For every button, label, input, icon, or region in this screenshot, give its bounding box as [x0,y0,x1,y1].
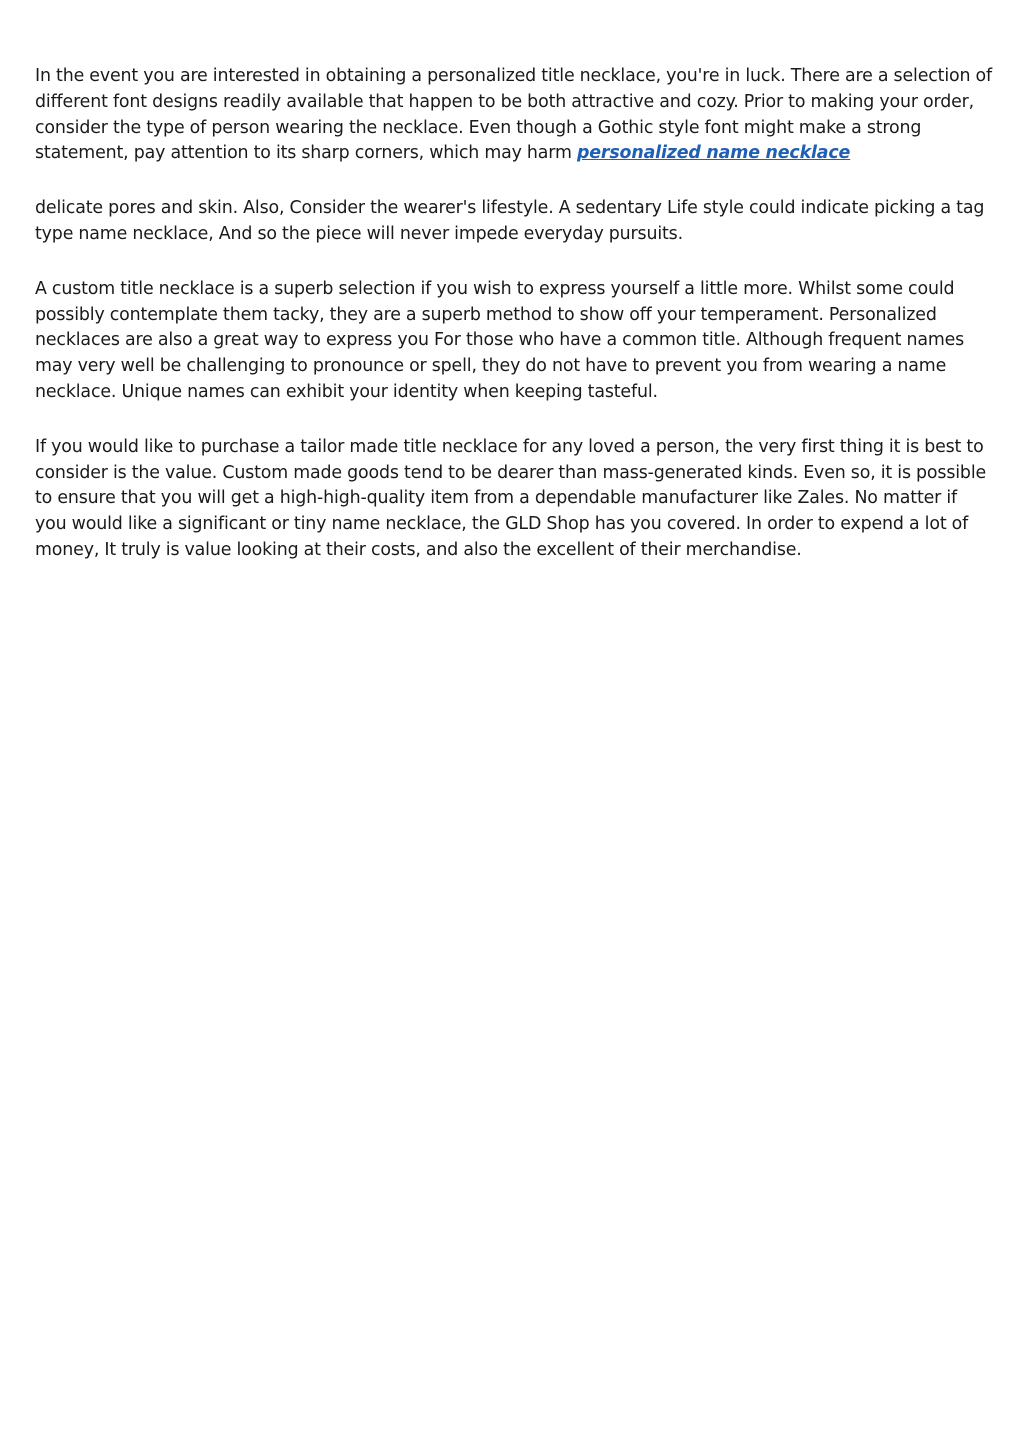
document-body [35,64,993,593]
paragraph-1-text: In the event you are interested in obtaining a personalized title necklace, you're in luck. There are a selection of different font designs readily available that happen to be both attractive and cozy. Prior to making your order, consider the type of person wearing the necklace. Even though a Gothic style font might make a strong statement, pay attention to its sharp corners, which may harm [35,66,993,164]
personalized-name-necklace-link[interactable]: personalized name necklace [576,143,851,164]
paragraph-1 [35,64,993,167]
paragraph-2: delicate pores and skin. Also, Consider the wearer's lifestyle. A sedentary Life style could indicate picking a tag type name necklace, And so the piece will never impede everyday pursuits. [35,198,985,244]
paragraph-3: A custom title necklace is a superb selection if you wish to express yourself a little more. Whilst some could possibly contemplate them tacky, they are a superb method to show off your temperament. Personalized necklaces are also a great way to express you For those who have a common title. Although frequent names may very well be challenging to pronounce or spell, they do not have to prevent you from wearing a name necklace. Unique names can exhibit your identity when keeping tasteful. [35,278,965,402]
paragraph-4: If you would like to purchase a tailor made title necklace for any loved a person, the very first thing it is best to consider is the value. Custom made goods tend to be dearer than mass-generated kinds. Even so, it is possible to ensure that you will get a high-high-quality item from a dependable manufacturer like Zales. No matter if you would like a significant or tiny name necklace, the GLD Shop has you covered. In order to expend a lot of money, It truly is value looking at their costs, and also the excellent of their merchandise. [35,436,987,560]
